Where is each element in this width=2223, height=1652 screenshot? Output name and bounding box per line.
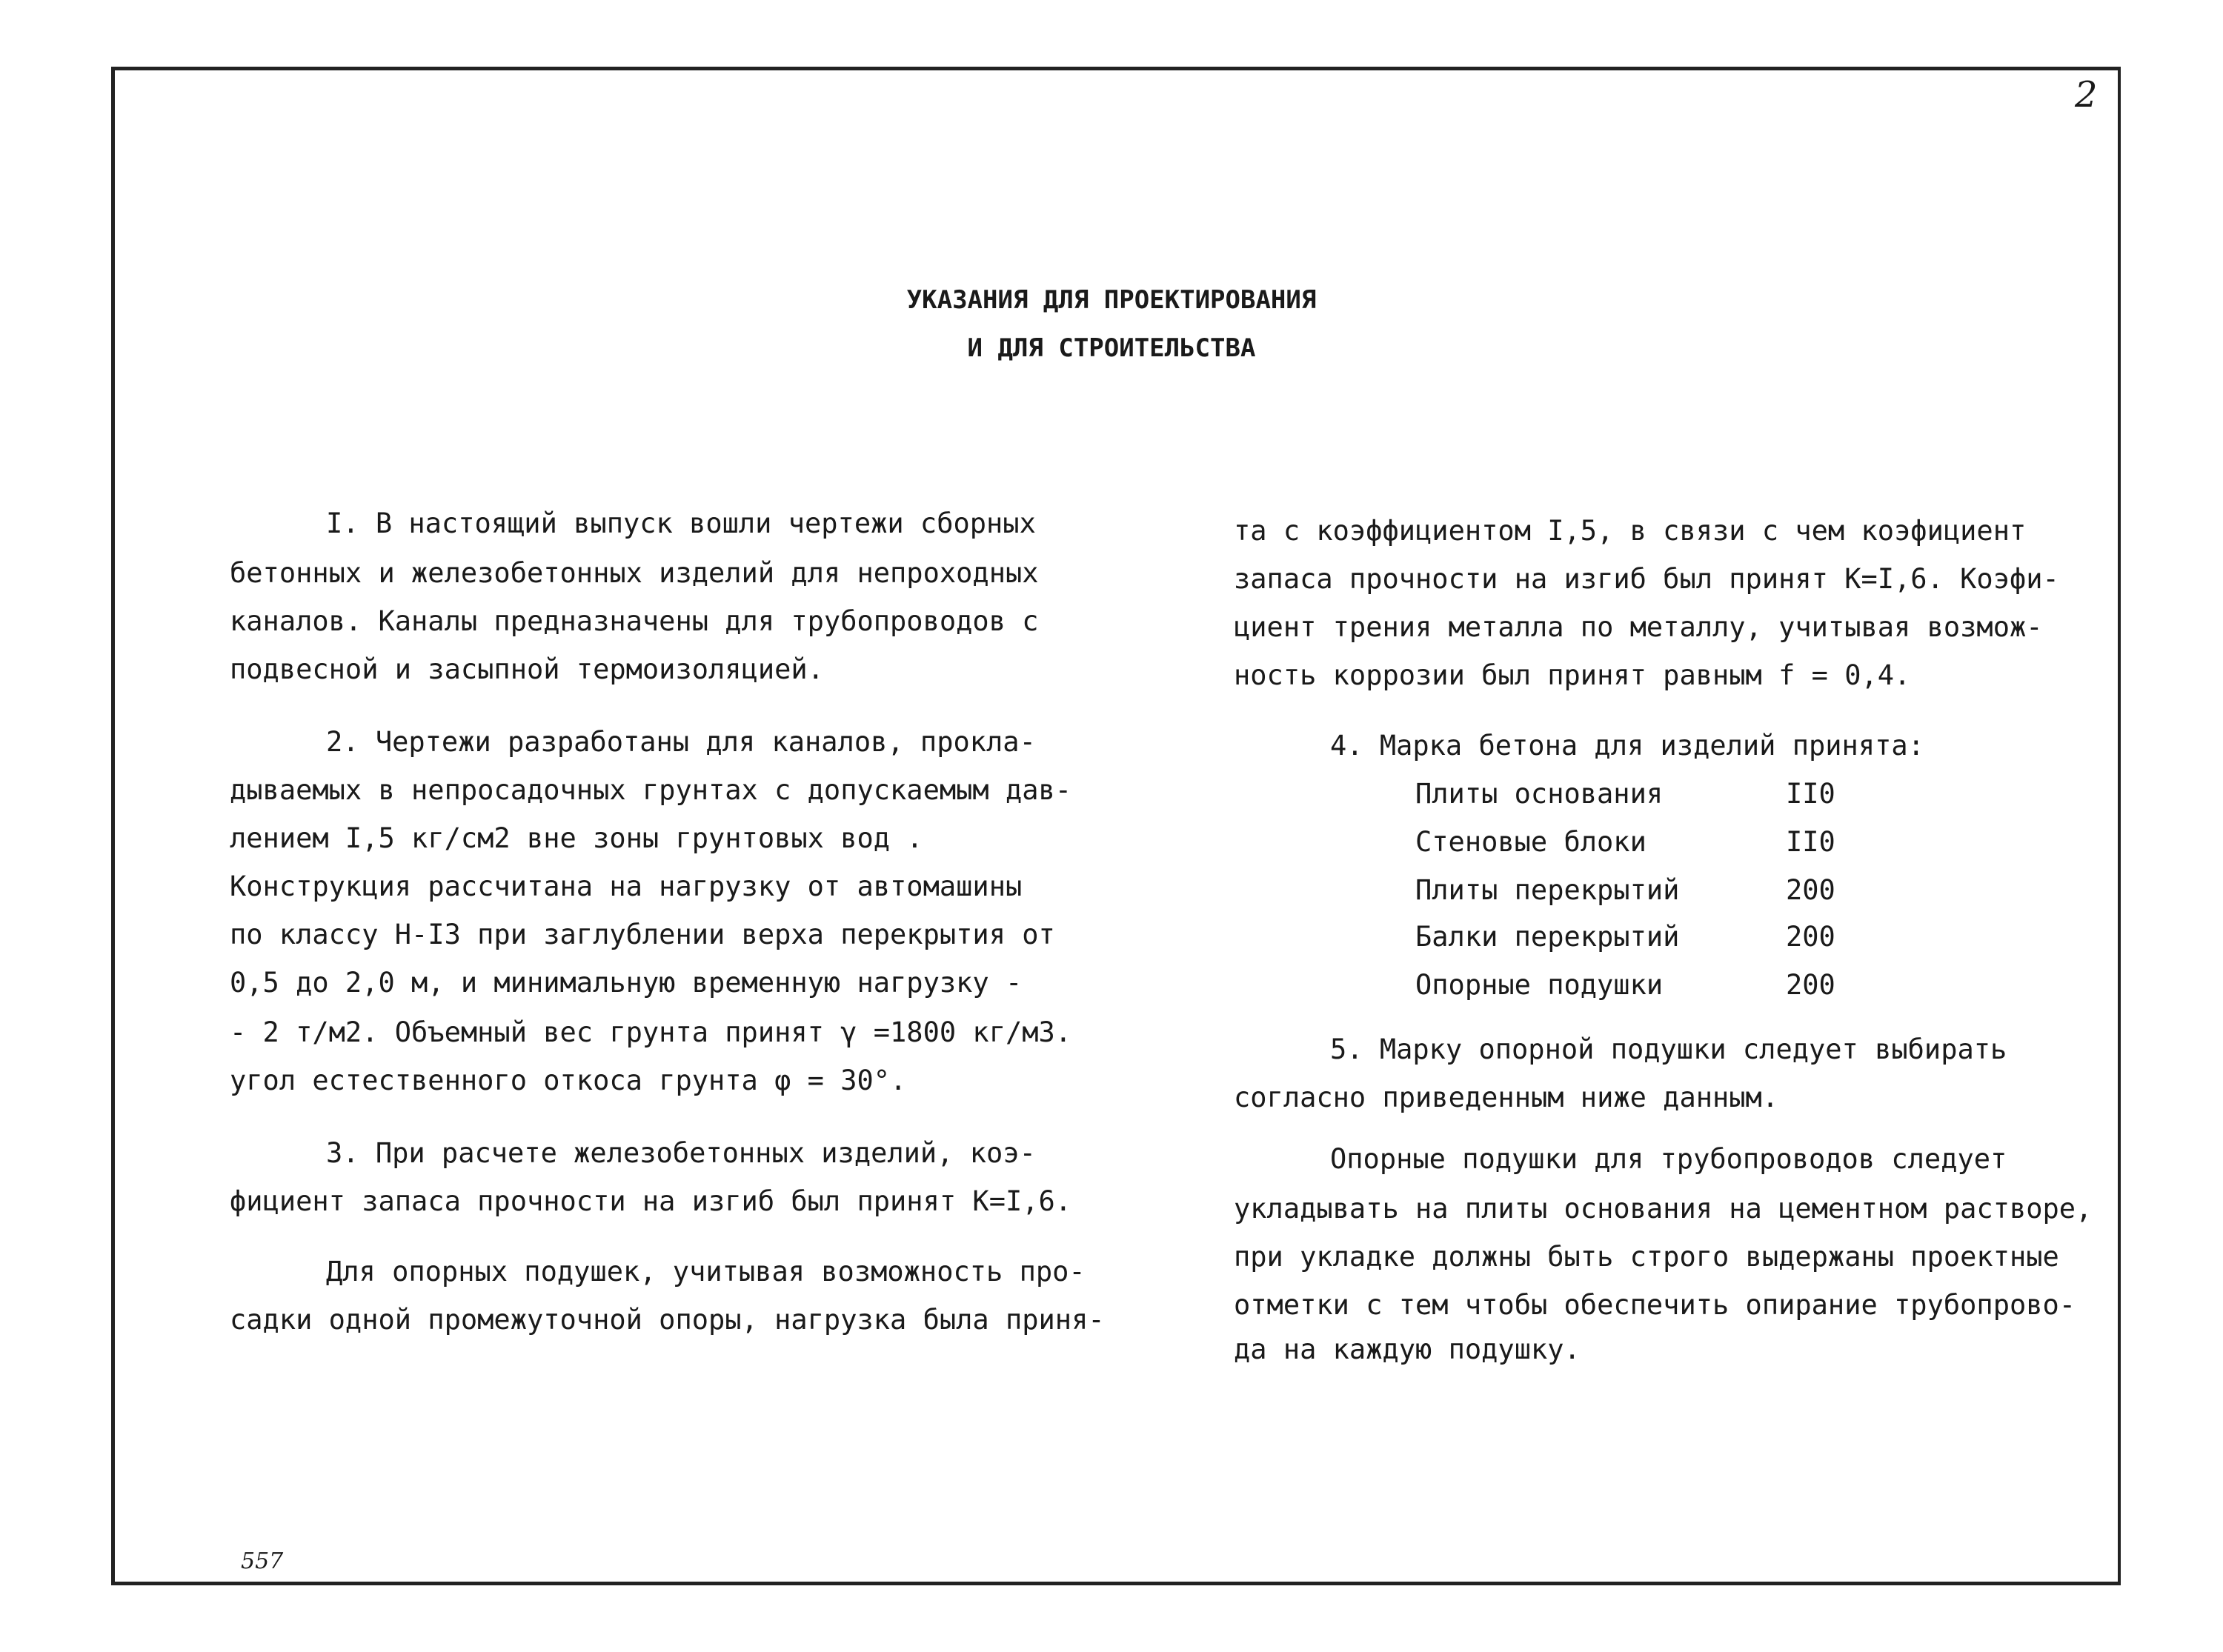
text-line: да на каждую подушку. — [1234, 1333, 1581, 1365]
text-line: согласно приведенным ниже данным. — [1234, 1082, 1779, 1113]
grade-item: Балки перекрытий — [1415, 921, 1680, 953]
text-line: 3. При расчете железобетонных изделий, коэ- — [326, 1137, 1036, 1169]
grade-row — [0, 778, 2223, 815]
text-line: дываемых в непросадочных грунтах с допускаемым дав- — [230, 774, 1072, 806]
text-line: 2. Чертежи разработаны для каналов, прокла- — [326, 726, 1036, 758]
grade-value: 200 — [1786, 969, 1835, 1001]
text-line: подвесной и засыпной термоизоляцией. — [230, 653, 824, 685]
text-line: укладывать на плиты основания на цементном растворе, — [1234, 1193, 2093, 1225]
text-line: отметки с тем чтобы обеспечить опирание трубопрово- — [1234, 1289, 2076, 1321]
title-line-1: УКАЗАНИЯ ДЛЯ ПРОЕКТИРОВАНИЯ — [906, 285, 1317, 315]
grade-value: II0 — [1786, 826, 1835, 858]
text-line: Опорные подушки для трубопроводов следует — [1330, 1143, 2007, 1175]
text-line: фициент запаса прочности на изгиб был принят К=I,6. — [230, 1185, 1072, 1217]
grade-value: 200 — [1786, 921, 1835, 953]
grade-item: Плиты основания — [1415, 778, 1664, 810]
grade-row — [0, 969, 2223, 1006]
text-line: угол естественного откоса грунта φ = 30°. — [230, 1065, 907, 1096]
text-line: при укладке должны быть строго выдержаны проектные — [1234, 1241, 2059, 1273]
text-line: по классу Н-I3 при заглублении верха перекрытия от — [230, 919, 1055, 950]
text-line: 0,5 до 2,0 м, и минимальную временную нагрузку - — [230, 967, 1023, 999]
grade-value: 200 — [1786, 874, 1835, 906]
text-line: - 2 т/м2. Объемный вес грунта принят γ =1800 кг/м3. — [230, 1016, 1072, 1048]
text-line: циент трения металла по металлу, учитывая возмож- — [1234, 611, 2043, 643]
grade-value: II0 — [1786, 778, 1835, 810]
text-line: I. В настоящий выпуск вошли чертежи сборных — [326, 507, 1036, 539]
text-line: Для опорных подушек, учитывая возможность про- — [326, 1256, 1086, 1288]
grade-item: Стеновые блоки — [1415, 826, 1647, 858]
grade-row — [0, 826, 2223, 863]
text-line: ность коррозии был принят равным f = 0,4. — [1234, 659, 1911, 691]
title-line-2: И ДЛЯ СТРОИТЕЛЬСТВА — [967, 333, 1256, 363]
grade-row — [0, 874, 2223, 911]
text-line: каналов. Каналы предназначены для трубопроводов с — [230, 605, 1039, 637]
archive-mark: 557 — [241, 1548, 284, 1574]
text-line: садки одной промежуточной опоры, нагрузка была приня- — [230, 1304, 1105, 1336]
text-line: 4. Марка бетона для изделий принята: — [1330, 730, 1924, 762]
text-line: 5. Марку опорной подушки следует выбирать — [1330, 1033, 2007, 1065]
text-line: та с коэффициентом I,5, в связи с чем коэфициент — [1234, 515, 2027, 547]
page-number: 2 — [2075, 74, 2098, 116]
grade-row — [0, 921, 2223, 958]
text-line: Конструкция рассчитана на нагрузку от автомашины — [230, 870, 1023, 902]
text-line: бетонных и железобетонных изделий для непроходных — [230, 557, 1039, 589]
grade-item: Плиты перекрытий — [1415, 874, 1680, 906]
text-line: лением I,5 кг/см2 вне зоны грунтовых вод . — [230, 822, 923, 854]
grade-item: Опорные подушки — [1415, 969, 1664, 1001]
text-line: запаса прочности на изгиб был принят К=I,6. Коэфи- — [1234, 563, 2059, 595]
